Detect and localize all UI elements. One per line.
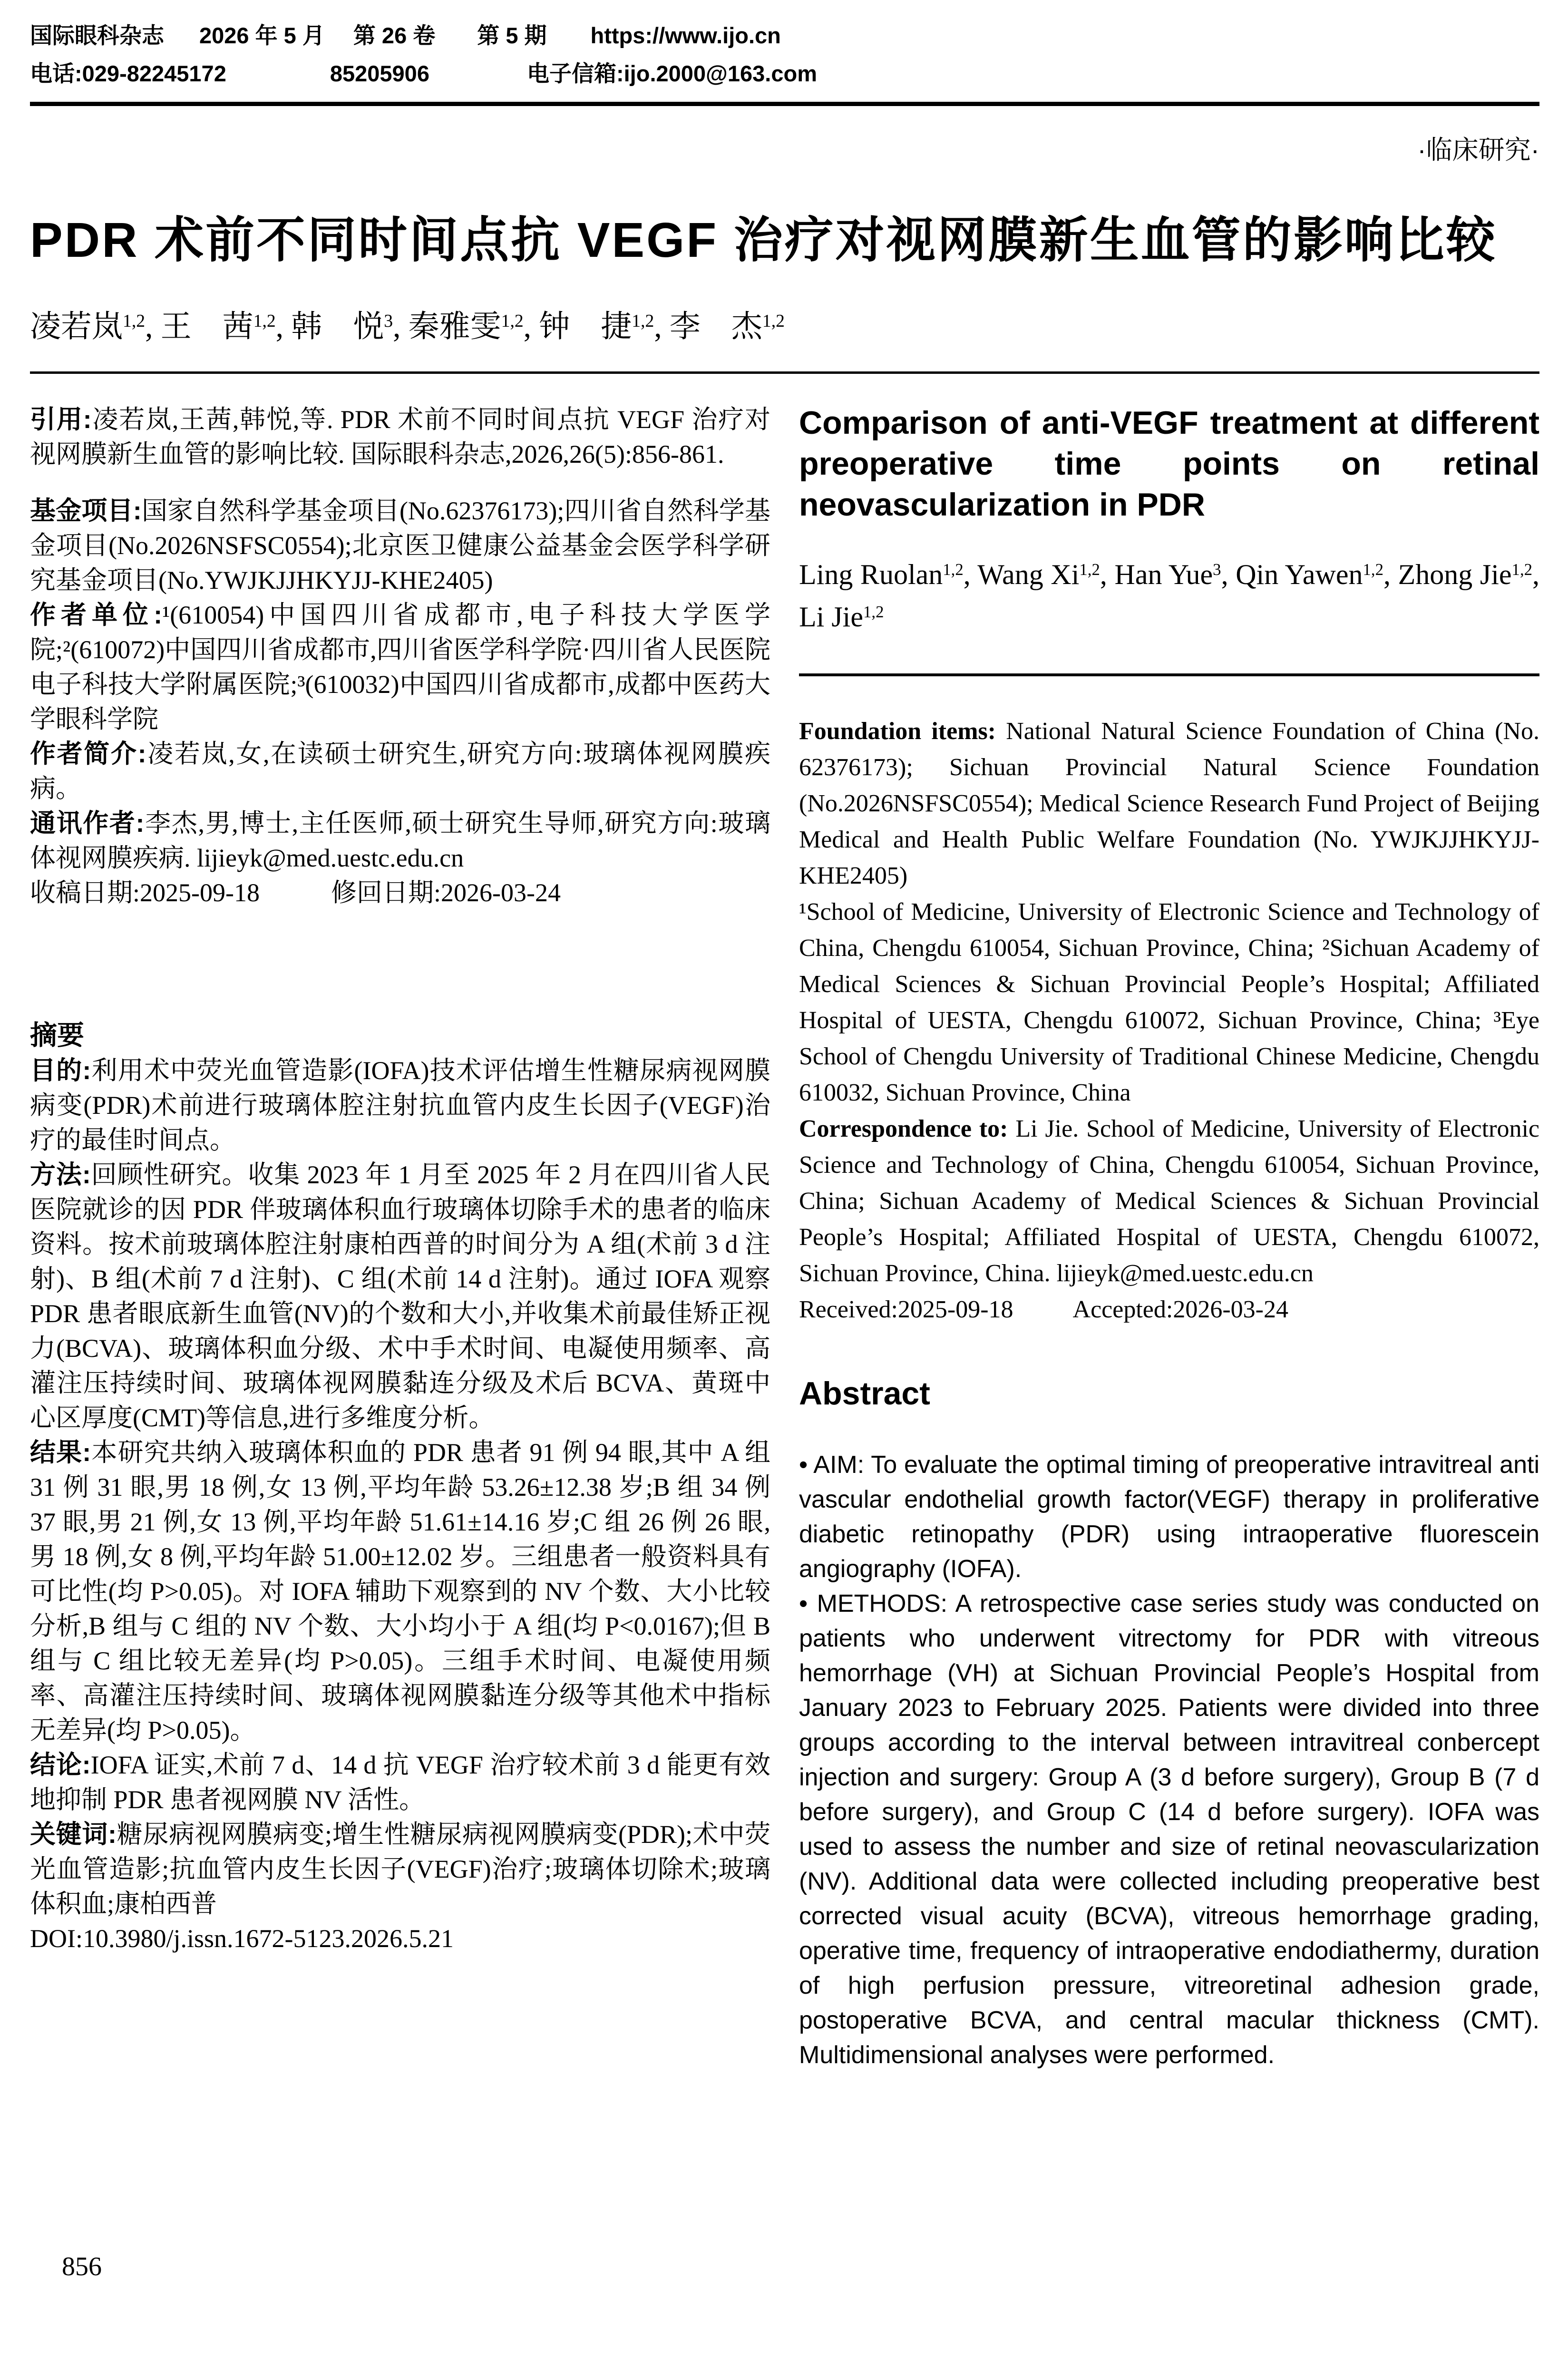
header-divider-rule [30, 102, 1539, 106]
author-affiliation-sup: 1,2 [123, 311, 146, 331]
article-title-cn: PDR 术前不同时间点抗 VEGF 治疗对视网膜新生血管的影响比较 [30, 213, 1497, 267]
revised-label-cn: 修回日期: [331, 878, 441, 907]
author-affiliation-sup: 1,2 [943, 560, 964, 579]
citation-label: 引用: [30, 405, 92, 434]
affiliation-paragraph-cn [30, 598, 770, 737]
author-name: Ling Ruolan [799, 559, 943, 590]
author-cn [409, 310, 531, 344]
author-affiliation-sup: 1,2 [1363, 560, 1383, 579]
author-separator: , [1100, 559, 1115, 590]
methods-label-cn: 方法: [30, 1160, 91, 1189]
author-separator: , [1383, 559, 1398, 590]
author-affiliation-sup: 1,2 [1511, 560, 1533, 579]
author-name: Li Jie [799, 601, 863, 633]
author-affiliation-sup: 1,2 [632, 311, 654, 331]
revised-date-cn: 2026-03-24 [441, 878, 561, 907]
results-paragraph-cn [30, 1435, 770, 1748]
affiliations-paragraph-en: ¹School of Medicine, University of Electronic Science and Technology of China, Chengdu 610054, Sichuan Province, China; ²Sichuan Academy of Medical Sciences & Sichuan Provincial People’s Hospital; Affiliated Hospital of UESTA, Chengdu 610072, Sichuan Province, China; ³Eye School of Chengdu University of Traditional Chinese Medicine, Chengdu 610032, Sichuan Province, China [799, 898, 1539, 1106]
author-cn [30, 310, 153, 344]
author-name: 钟 捷 [539, 310, 632, 344]
author-en [799, 601, 884, 633]
author-affiliation-sup: 1,2 [863, 602, 884, 621]
author-affiliation-sup: 1,2 [762, 311, 785, 331]
results-text-cn: 本研究共纳入玻璃体积血的 PDR 患者 91 例 94 眼,其中 A 组 31 例 31 眼,男 18 例,女 13 例,平均年龄 53.26±12.38 岁;B 组 34 例 37 眼,男 21 例,女 13 例,平均年龄 51.61±14.16 岁;C 组 26 例 26 眼,男 18 例,女 8 例,平均年龄 51.00±12.02 岁。三组患者一般资料具有可比性(均 P>0.05)。对 IOFA 辅助下观察到的 NV 个数、大小比较分析,B 组与 C 组的 NV 个数、大小均小于 A 组(均 P<0.0167);但 B 组与 C 组比较无差异(均 P>0.05)。三组手术时间、电凝使用频率、高灌注压持续时间、玻璃体视网膜黏连分级等其他术中指标无差异(均 P>0.05)。 [30, 1438, 770, 1744]
author-en [1236, 559, 1398, 590]
doi-line: DOI:10.3980/j.issn.1672-5123.2026.5.21 [30, 1924, 454, 1953]
abstract-methods-label: METHODS: [817, 1590, 948, 1617]
section-tag: ·临床研究· [1417, 135, 1539, 165]
author-separator: , [393, 310, 401, 344]
affiliation-label-cn: 作者单位: [30, 601, 163, 629]
abstract-heading-cn: 摘要 [30, 1020, 84, 1051]
correspondence-paragraph-cn [30, 806, 770, 876]
english-header-rule [799, 673, 1539, 676]
author-affiliation-sup: 1,2 [501, 311, 524, 331]
author-en [1398, 559, 1539, 590]
received-date-cn: 2025-09-18 [140, 878, 260, 907]
journal-phone: 电话:029-82245172 [30, 61, 226, 86]
right-column [799, 402, 1539, 2073]
author-name: 韩 悦 [291, 310, 384, 344]
journal-issue-date: 2026 年 5 月 [199, 23, 325, 48]
authors-divider-rule [30, 371, 1539, 374]
authors-en [799, 555, 1539, 640]
correspondence-paragraph-en [799, 1111, 1539, 1292]
author-affiliation-sup: 1,2 [1079, 560, 1100, 579]
foundation-text-en: National Natural Science Foundation of China (No. 62376173); Sichuan Provincial Natural Science Foundation (No.2026NSFSC0554); Medical Science Research Fund Project of Beijing Medical and Health Public Welfare Foundation (No. YWJKJJHKYJJ-KHE2405) [799, 718, 1539, 889]
author-cn [670, 310, 785, 344]
journal-phone2: 85205906 [330, 61, 429, 86]
author-affiliation-sup: 3 [1213, 560, 1221, 579]
abstract-aim-label: AIM: [813, 1451, 865, 1479]
conclusion-text-cn: IOFA 证实,术前 7 d、14 d 抗 VEGF 治疗较术前 3 d 能更有效地抑制 PDR 患者视网膜 NV 活性。 [30, 1751, 770, 1814]
results-label-cn: 结果: [30, 1438, 91, 1467]
page-number: 856 [62, 2252, 102, 2281]
journal-name: 国际眼科杂志 [30, 23, 164, 48]
journal-email: 电子信箱:ijo.2000@163.com [526, 61, 818, 86]
author-cn [539, 310, 662, 344]
two-column-body [30, 402, 1539, 2073]
bullet-icon: • [799, 1451, 808, 1479]
author-cn [161, 310, 283, 344]
author-name: 李 杰 [669, 310, 762, 344]
received-date-en: 2025-09-18 [897, 1296, 1013, 1323]
author-separator: , [145, 310, 153, 344]
received-label-en: Received: [799, 1296, 898, 1323]
foundation-label-cn: 基金项目: [30, 497, 142, 525]
bullet-icon: • [799, 1590, 808, 1617]
author-separator: , [275, 310, 283, 344]
author-separator: , [523, 310, 531, 344]
author-separator: , [654, 310, 662, 344]
accepted-date-en: 2026-03-24 [1173, 1296, 1288, 1323]
author-intro-text: 凌若岚,女,在读硕士研究生,研究方向:玻璃体视网膜疾病。 [30, 740, 770, 803]
author-name: Zhong Jie [1398, 559, 1512, 590]
methods-paragraph-cn [30, 1158, 770, 1435]
accepted-label-en: Accepted: [1072, 1296, 1173, 1323]
abstract-aim-paragraph [799, 1448, 1539, 1587]
abstract-aim-text: To evaluate the optimal timing of preoperative intravitreal anti vascular endothelial growth factor(VEGF) therapy in proliferative diabetic retinopathy (PDR) using intraoperative fluorescein angiography (IOFA). [799, 1451, 1539, 1583]
citation-paragraph [30, 402, 770, 472]
foundation-paragraph-en [799, 713, 1539, 894]
keywords-paragraph [30, 1817, 770, 1921]
author-name: Han Yue [1114, 559, 1213, 590]
author-separator: , [963, 559, 978, 590]
journal-volume: 第 26 卷 [353, 23, 436, 48]
journal-issue-number: 第 5 期 [477, 23, 547, 48]
aim-label-cn: 目的: [30, 1056, 91, 1085]
author-name: Wang Xi [977, 559, 1080, 590]
author-name: 王 茜 [160, 310, 253, 344]
author-affiliation-sup: 3 [384, 311, 393, 331]
foundation-label-en: Foundation items: [799, 718, 996, 745]
foundation-text-cn: 国家自然科学基金项目(No.62376173);四川省自然科学基金项目(No.2026NSFSC0554);北京医卫健康公益基金会医学科学研究基金项目(No.YWJKJJHKYJJ-KHE2405) [30, 497, 771, 594]
author-name: 秦雅雯 [408, 310, 501, 344]
dates-line-cn [30, 876, 770, 910]
article-title-en: Comparison of anti-VEGF treatment at different preoperative time points on retinal neovascularization in PDR [799, 405, 1539, 523]
abstract-methods-paragraph [799, 1587, 1539, 2073]
dates-line-en [799, 1292, 1539, 1328]
affiliation-text-cn: ¹(610054)中国四川省成都市,电子科技大学医学院;²(610072)中国四川省成都市,四川省医学科学院·四川省人民医院 电子科技大学附属医院;³(610032)中国四川省成都市,成都中医药大学眼科学院 [30, 601, 771, 733]
author-en [977, 559, 1114, 590]
journal-header-line1 [30, 22, 1539, 49]
author-separator: , [1532, 559, 1540, 590]
abstract-methods-text: A retrospective case series study was conducted on patients who underwent vitrectomy for PDR with vitreous hemorrhage (VH) at Sichuan Provincial People’s Hospital from January 2023 to February 2025. Patients were divided into three groups according to the interval between intravitreal conbercept injection and surgery: Group A (3 d before surgery), Group B (7 d before surgery), and Group C (14 d before surgery). IOFA was used to assess the number and size of retinal neovascularization (NV). Additional data were collected including preoperative best corrected visual acuity (BCVA), vitreous hemorrhage grading, operative time, frequency of intraoperative endodiathermy, duration of high perfusion pressure, vitreoretinal adhesion grade, postoperative BCVA, and central macular thickness (CMT). Multidimensional analyses were performed. [799, 1590, 1539, 2069]
abstract-heading-en: Abstract [799, 1375, 930, 1412]
received-label-cn: 收稿日期: [30, 878, 140, 907]
conclusion-label-cn: 结论: [30, 1751, 91, 1779]
aim-paragraph-cn [30, 1053, 770, 1158]
correspondence-label-cn: 通讯作者: [30, 809, 145, 838]
journal-website-url: https://www.ijo.cn [590, 23, 781, 48]
left-column [30, 402, 770, 2073]
author-name: 凌若岚 [30, 310, 123, 344]
keywords-text: 糖尿病视网膜病变;增生性糖尿病视网膜病变(PDR);术中荧光血管造影;抗血管内皮生长因子(VEGF)治疗;玻璃体切除术;玻璃体积血;康柏西普 [30, 1820, 770, 1918]
foundation-paragraph-cn [30, 494, 770, 598]
keywords-label: 关键词: [30, 1820, 117, 1849]
correspondence-text-cn: 李杰,男,博士,主任医师,硕士研究生导师,研究方向:玻璃体视网膜疾病. lijieyk@med.uestc.edu.cn [30, 809, 770, 872]
author-cn [291, 310, 400, 344]
authors-cn [30, 306, 1539, 351]
author-name: Qin Yawen [1236, 559, 1363, 590]
author-intro-label: 作者简介: [30, 740, 146, 768]
methods-text-cn: 回顾性研究。收集 2023 年 1 月至 2025 年 2 月在四川省人民医院就诊的因 PDR 伴玻璃体积血行玻璃体切除手术的患者的临床资料。按术前玻璃体腔注射康柏西普的时间分为 A 组(术前 3 d 注射)、B 组(术前 7 d 注射)、C 组(术前 14 d 注射)。通过 IOFA 观察 PDR 患者眼底新生血管(NV)的个数和大小,并收集术前最佳矫正视力(BCVA)、玻璃体积血分级、术中手术时间、电凝使用频率、高灌注压持续时间、玻璃体视网膜黏连分级及术后 BCVA、黄斑中心区厚度(CMT)等信息,进行多维度分析。 [30, 1160, 771, 1432]
correspondence-text-en: Li Jie. School of Medicine, University of Electronic Science and Technology of China, Chengdu 610054, Sichuan Province, China; Sichuan Academy of Medical Sciences & Sichuan Provincial People’s Hospital; Affiliated Hospital of UESTA, Chengdu 610072, Sichuan Province, China. lijieyk@med.uestc.edu.cn [799, 1115, 1539, 1287]
author-affiliation-sup: 1,2 [253, 311, 276, 331]
author-intro-paragraph [30, 737, 770, 806]
citation-text: 凌若岚,王茜,韩悦,等. PDR 术前不同时间点抗 VEGF 治疗对视网膜新生血管的影响比较. 国际眼科杂志,2026,26(5):856-861. [30, 405, 770, 468]
correspondence-label-en: Correspondence to: [799, 1115, 1008, 1142]
journal-header-line2 [30, 60, 1539, 88]
author-en [799, 559, 977, 590]
author-separator: , [1221, 559, 1236, 590]
conclusion-paragraph-cn [30, 1748, 770, 1817]
author-en [1115, 559, 1236, 590]
aim-text-cn: 利用术中荧光血管造影(IOFA)技术评估增生性糖尿病视网膜病变(PDR)术前进行玻璃体腔注射抗血管内皮生长因子(VEGF)治疗的最佳时间点。 [30, 1056, 770, 1154]
